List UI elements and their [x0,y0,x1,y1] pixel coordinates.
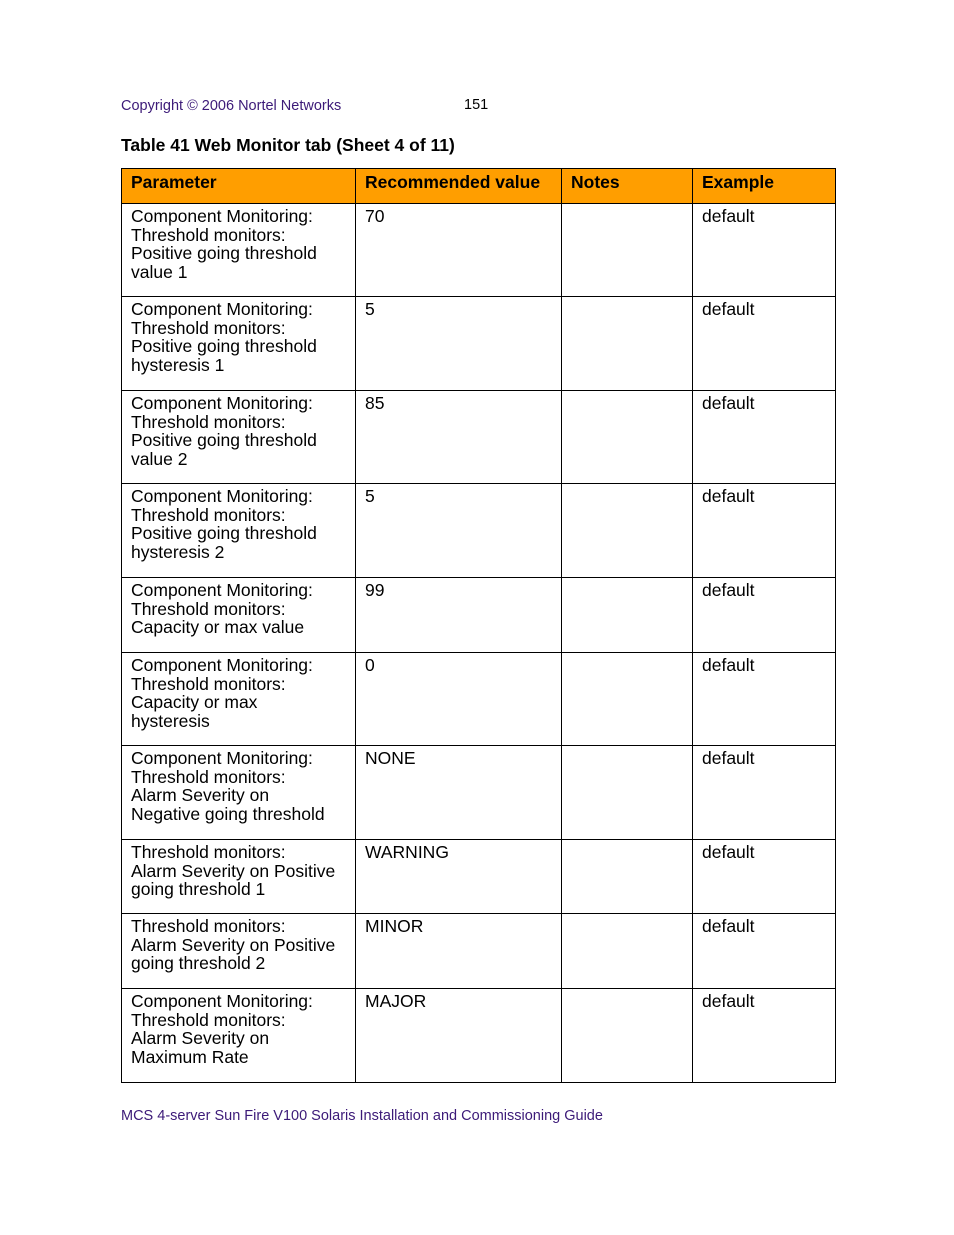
recommended-value-cell: MINOR [356,914,562,989]
example-cell: default [693,391,836,484]
document-footer: MCS 4-server Sun Fire V100 Solaris Installation and Commissioning Guide [121,1108,603,1124]
copyright-notice: Copyright © 2006 Nortel Networks [121,98,342,114]
example-cell: default [693,914,836,989]
column-header-recommended-value: Recommended value [356,169,562,204]
notes-cell [562,746,693,840]
example-cell: default [693,484,836,578]
notes-cell [562,840,693,914]
recommended-value-cell: NONE [356,746,562,840]
notes-cell [562,914,693,989]
example-cell: default [693,204,836,297]
table-body [122,204,836,1083]
notes-cell [562,484,693,578]
column-header-parameter: Parameter [122,169,356,204]
table-row [122,746,836,840]
example-cell: default [693,746,836,840]
parameter-cell: Component Monitoring: Threshold monitors: Capacity or max hysteresis [122,653,356,746]
parameter-cell: Component Monitoring: Threshold monitors: Positive going threshold value 2 [122,391,356,484]
recommended-value-cell: 99 [356,578,562,653]
table-row [122,653,836,746]
table-row [122,840,836,914]
table-row [122,989,836,1083]
example-cell: default [693,653,836,746]
parameter-cell: Component Monitoring: Threshold monitors: Alarm Severity on Negative going threshold [122,746,356,840]
notes-cell [562,578,693,653]
recommended-value-cell: 5 [356,484,562,578]
table-row [122,204,836,297]
table-caption: Table 41 Web Monitor tab (Sheet 4 of 11) [121,135,455,155]
recommended-value-cell: WARNING [356,840,562,914]
table-row [122,297,836,391]
table-row [122,914,836,989]
table-row [122,484,836,578]
header-row [122,169,836,204]
example-cell: default [693,297,836,391]
recommended-value-cell: 85 [356,391,562,484]
table-header [122,169,836,204]
parameter-cell: Component Monitoring: Threshold monitors: Alarm Severity on Maximum Rate [122,989,356,1083]
example-cell: default [693,840,836,914]
notes-cell [562,204,693,297]
notes-cell [562,391,693,484]
column-header-notes: Notes [562,169,693,204]
parameter-cell: Threshold monitors: Alarm Severity on Positive going threshold 1 [122,840,356,914]
parameter-cell: Component Monitoring: Threshold monitors: Capacity or max value [122,578,356,653]
notes-cell [562,989,693,1083]
parameter-cell: Component Monitoring: Threshold monitors: Positive going threshold hysteresis 2 [122,484,356,578]
parameter-cell: Threshold monitors: Alarm Severity on Positive going threshold 2 [122,914,356,989]
parameter-cell: Component Monitoring: Threshold monitors: Positive going threshold hysteresis 1 [122,297,356,391]
notes-cell [562,297,693,391]
table-row [122,391,836,484]
table-row [122,578,836,653]
web-monitor-table [121,168,836,1083]
example-cell: default [693,578,836,653]
column-header-example: Example [693,169,836,204]
page-number: 151 [464,97,489,113]
recommended-value-cell: MAJOR [356,989,562,1083]
parameter-cell: Component Monitoring: Threshold monitors: Positive going threshold value 1 [122,204,356,297]
example-cell: default [693,989,836,1083]
recommended-value-cell: 70 [356,204,562,297]
notes-cell [562,653,693,746]
recommended-value-cell: 0 [356,653,562,746]
recommended-value-cell: 5 [356,297,562,391]
